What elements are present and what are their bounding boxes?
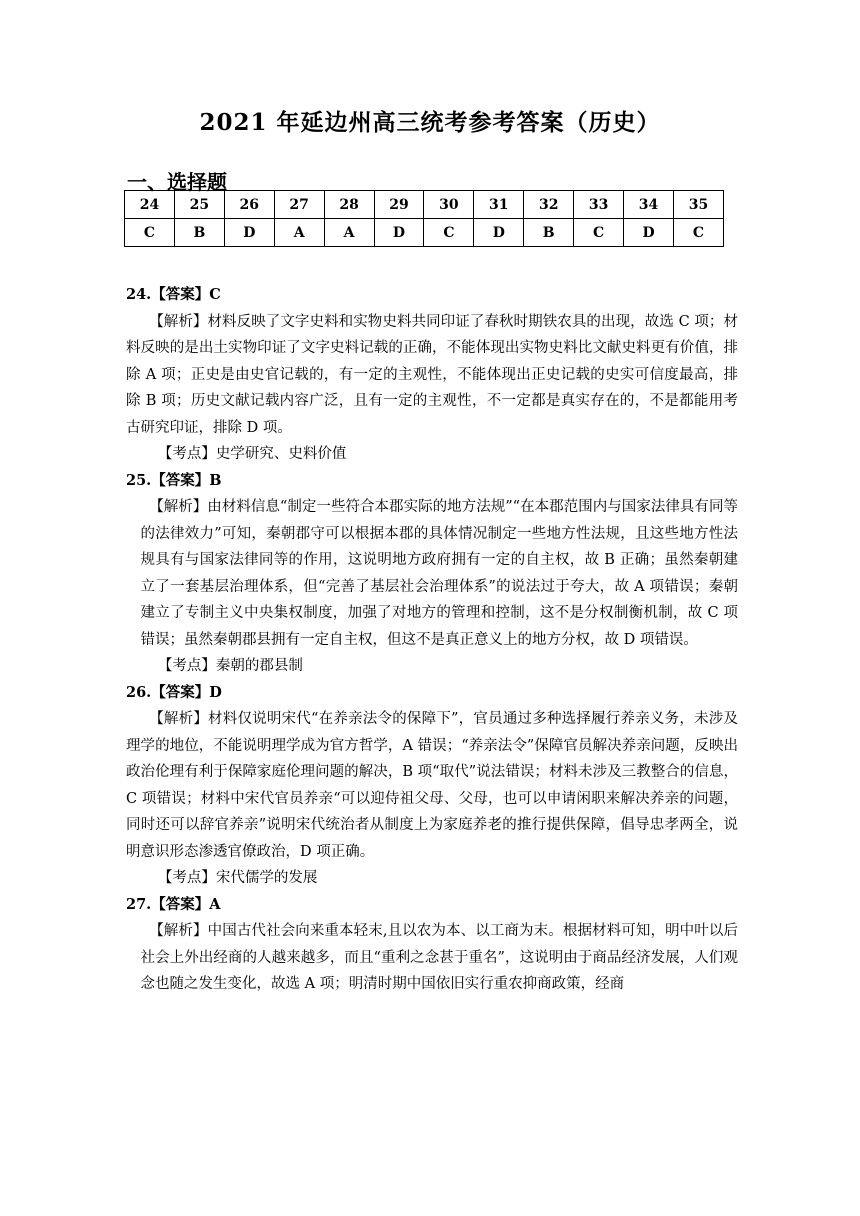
question-number-cell: 28 (324, 191, 374, 219)
answer-letter-cell: B (174, 219, 224, 247)
question-number-cell: 31 (474, 191, 524, 219)
question-number-cell: 30 (424, 191, 474, 219)
answer-heading-26: 26.【答案】D (126, 683, 222, 701)
answer-heading-24: 24.【答案】C (126, 286, 221, 303)
answer-letter-cell: D (474, 219, 524, 247)
answer-letter-cell: C (125, 219, 175, 247)
kaodian-25: 【考点】秦朝的郡县制 (157, 658, 303, 674)
question-number-cell: 24 (125, 191, 175, 219)
section-heading: 一、选择题 (127, 170, 227, 194)
analysis-26: 【解析】材料仅说明宋代“在养亲法令的保障下”，官员通过多种选择履行养亲义务，未涉及理学的地位，不能说明理学成为官方哲学，A 错误；“养亲法令”保障官员解决养亲问题，反映出政治伦理有利于保障家庭伦理问题的解决，B 项“取代”说法错误；材料未涉及三教整合的信息，C 项错误；材料中宋代官员养亲“可以迎侍祖父母、父母，也可以申请闲职来解决养亲的问题，同时还可以辞官养亲”说明宋代统治者从制度上为家庭养老的推行提供保障，倡导忠孝两全，说明意识形态渗透官僚政治，D 项正确。 (126, 711, 738, 860)
answer-letter-cell: C (424, 219, 474, 247)
kaodian-26: 【考点】宋代儒学的发展 (157, 870, 318, 886)
question-number-cell: 33 (574, 191, 624, 219)
question-number-cell: 35 (673, 191, 723, 219)
answer-heading-27: 27.【答案】A (126, 895, 221, 913)
analysis-25: 【解析】由材料信息“制定一些符合本郡实际的地方法规”“在本郡范围内与国家法律具有同等的法律效力”可知，秦朝郡守可以根据本郡的具体情况制定一些地方性法规，且这些地方性法规具有与国家法律同等的作用，这说明地方政府拥有一定的自主权，故 B 正确；虽然秦朝建立了一套基层治理体系，但“完善了基层社会治理体系”的说法过于夸大，故 A 项错误；秦朝建立了专制主义中央集权制度，加强了对地方的管理和控制，这不是分权制衡机制，故 C 项错误；虽然秦朝郡县拥有一定自主权，但这不是真正意义上的地方分权，故 D 项错误。 (140, 499, 738, 648)
answer-letter-cell: C (574, 219, 624, 247)
answer-letter-cell: D (624, 219, 674, 247)
answer-table (124, 190, 724, 247)
answer-letter-row (125, 219, 724, 247)
answer-letter-cell: D (224, 219, 274, 247)
answer-letter-cell: C (673, 219, 723, 247)
question-number-cell: 27 (274, 191, 324, 219)
question-number-cell: 34 (624, 191, 674, 219)
answer-explanations (126, 282, 738, 998)
analysis-24: 【解析】材料反映了文字史料和实物史料共同印证了春秋时期铁农具的出现，故选 C 项；材料反映的是出土实物印证了文字史料记载的正确，不能体现出实物史料比文献史料更有价值，排除 A 项；正史是由史官记载的，有一定的主观性，不能体现出正史记载的史实可信度最高，排除 B 项；历史文献记载内容广泛，且有一定的主观性，不一定都是真实存在的，不是都能用考古研究印证，排除 D 项。 (126, 313, 738, 436)
answer-heading-25: 25.【答案】B (126, 471, 222, 489)
kaodian-24: 【考点】史学研究、史料价值 (157, 446, 347, 462)
answer-letter-cell: B (524, 219, 574, 247)
question-number-row (125, 191, 724, 219)
analysis-27: 【解析】中国古代社会向来重本轻末,且以农为本、以工商为末。根据材料可知，明中叶以后社会上外出经商的人越来越多，而且“重利之念甚于重名”，这说明由于商品经济发展，人们观念也随之发生变化，故选 A 项；明清时期中国依旧实行重农抑商政策，经商 (140, 923, 738, 992)
question-number-cell: 29 (374, 191, 424, 219)
question-number-cell: 26 (224, 191, 274, 219)
page-title: 2021 年延边州高三统考参考答案（历史） (199, 109, 661, 136)
question-number-cell: 25 (174, 191, 224, 219)
answer-letter-cell: D (374, 219, 424, 247)
answer-letter-cell: A (324, 219, 374, 247)
question-number-cell: 32 (524, 191, 574, 219)
answer-letter-cell: A (274, 219, 324, 247)
